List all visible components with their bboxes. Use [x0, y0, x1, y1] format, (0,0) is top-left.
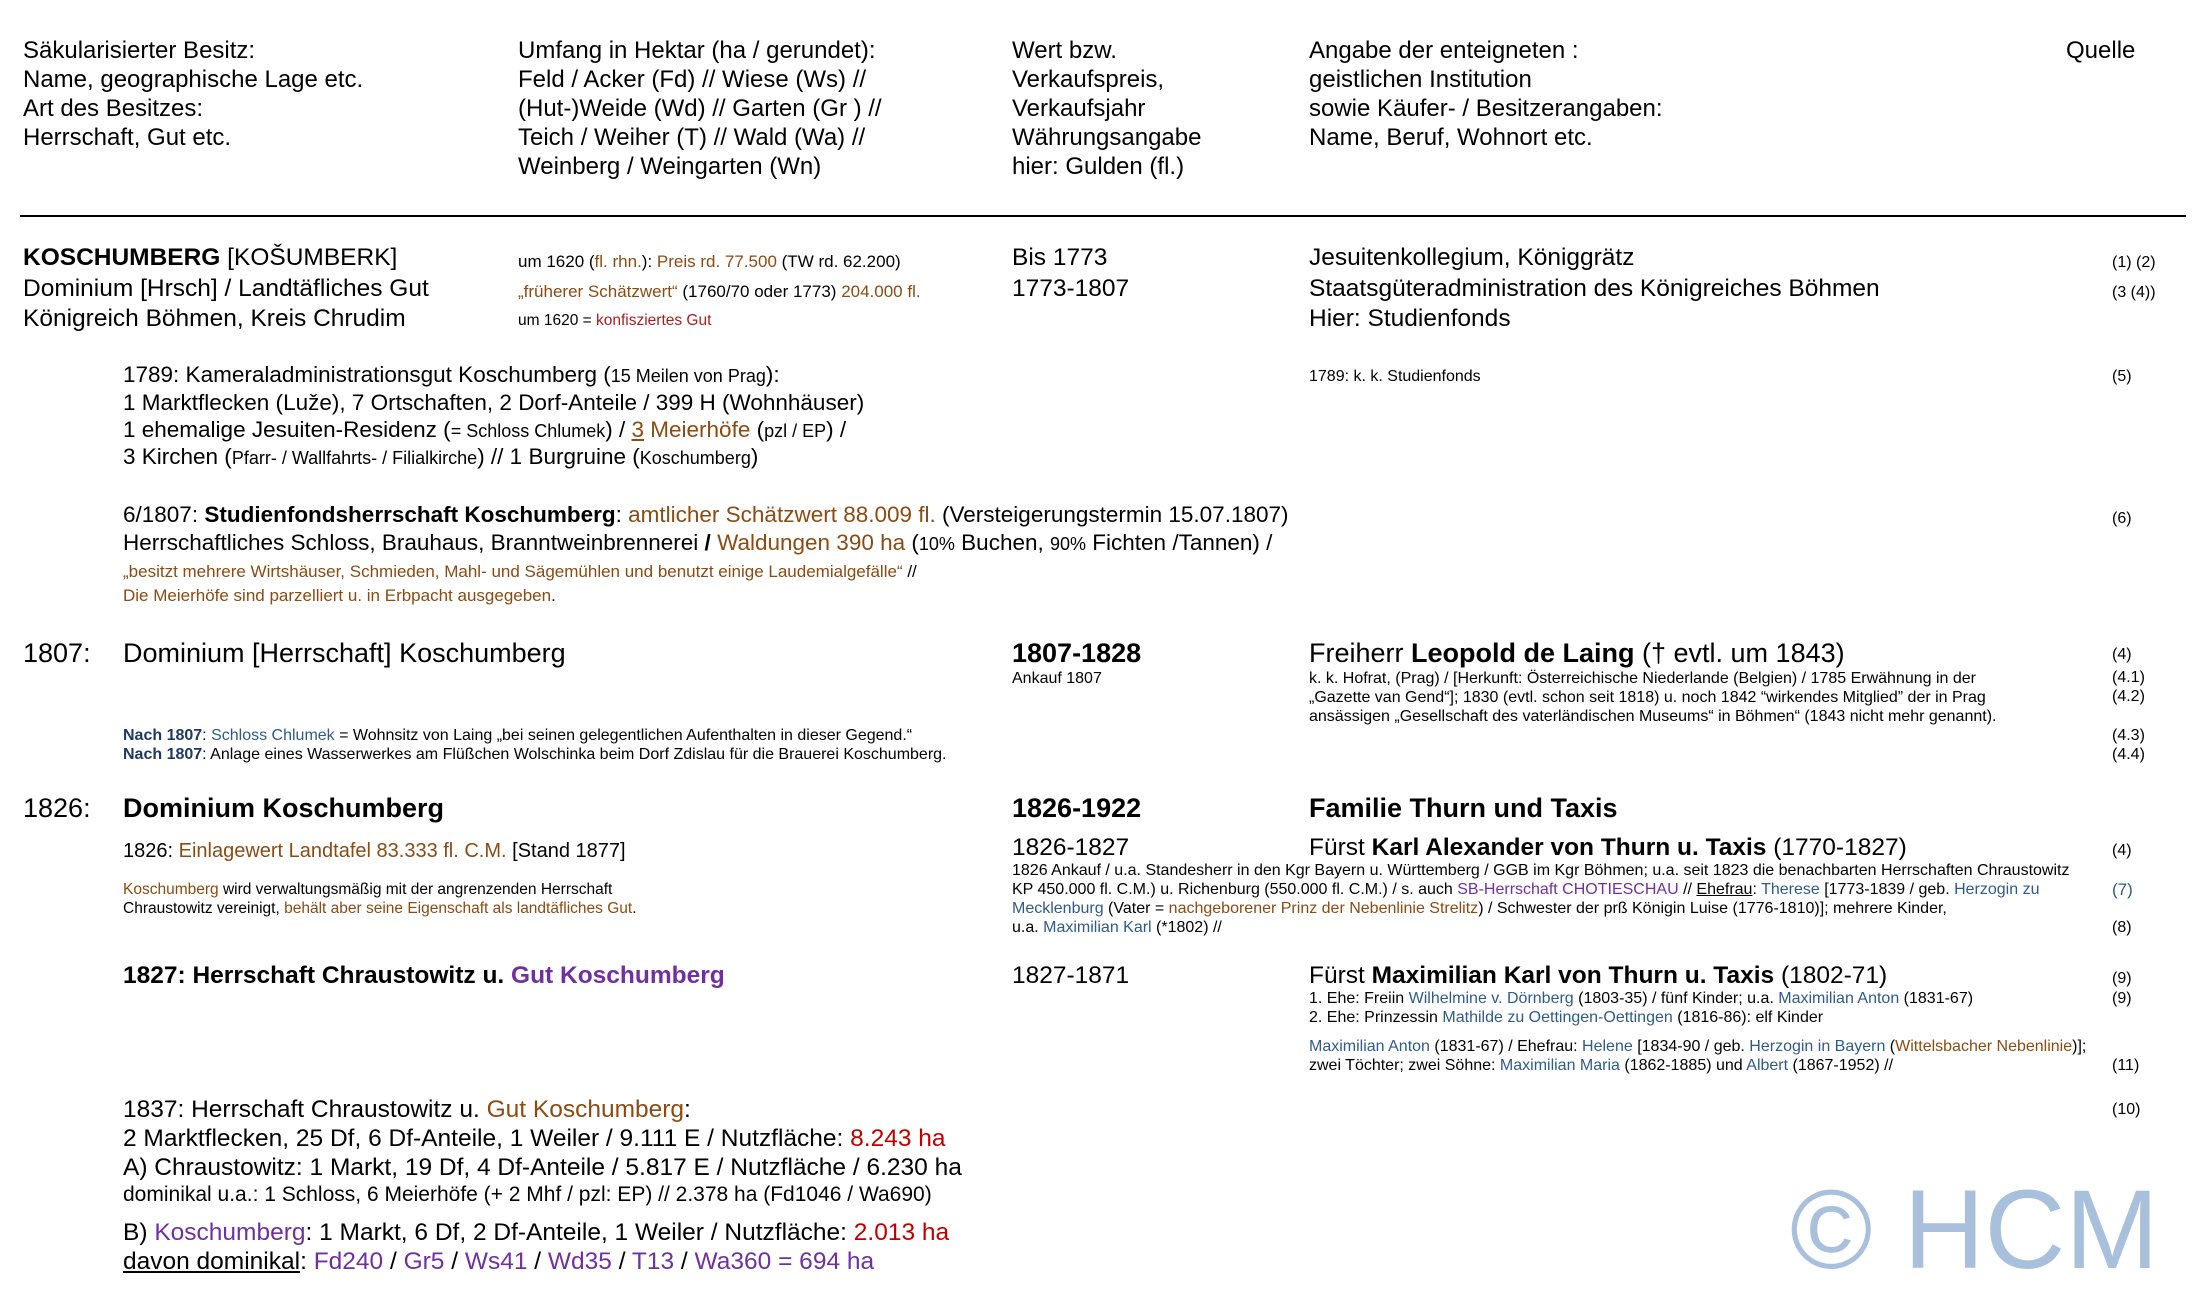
text: Nach 1807 — [123, 727, 203, 744]
text: Gr5 — [403, 1248, 445, 1275]
text: Maximilian Karl — [1043, 919, 1152, 936]
text: (*1802) // — [1151, 919, 1222, 936]
text: 1. Ehe: Freiin — [1309, 990, 1409, 1007]
text: ): — [765, 362, 780, 387]
text: 1789: Kameraladministrationsgut Koschumberg ( — [123, 362, 611, 387]
header-line: Säkularisierter Besitz: — [23, 37, 256, 64]
text: = Wohnsitz von Laing „bei seinen gelegentlichen Aufenthalten in dieser Gegend.“ — [334, 727, 913, 744]
text: Waldungen 390 ha — [710, 530, 906, 555]
text: 3 — [631, 417, 645, 442]
text: // — [902, 562, 917, 581]
text: nachgeborener Prinz der Nebenlinie Strelitz — [1168, 900, 1479, 917]
text: 1 ehemalige Jesuiten-Residenz ( — [123, 417, 451, 442]
text: Nach 1807 — [123, 746, 203, 763]
text: (1816-86): elf Kinder — [1672, 1009, 1824, 1026]
source-ref: (4.1) — [2112, 669, 2145, 686]
header-line: Teich / Weiher (T) // Wald (Wa) // — [518, 124, 866, 151]
text: / — [674, 1248, 695, 1275]
text: = Schloss Chlumek — [450, 421, 606, 441]
period: 1826-1922 — [1012, 793, 1142, 823]
text: wird verwaltungsmäßig mit der angrenzenden Herrschaft — [218, 881, 613, 898]
text: Fürst — [1309, 834, 1372, 861]
source-ref: (8) — [2112, 919, 2132, 936]
text: Maximilian Anton — [1778, 990, 1900, 1007]
text: Ws41 — [464, 1248, 528, 1275]
owner-detail: k. k. Hofrat, (Prag) / [Herkunft: Österreichische Niederlande (Belgien) / 1785 Erwähnung in der — [1309, 670, 1976, 687]
text: ) — [750, 444, 759, 469]
source-ref: (1) (2) — [2112, 254, 2156, 271]
header-line: Name, geographische Lage etc. — [23, 66, 364, 93]
source-ref: (4.4) — [2112, 746, 2145, 763]
text: / — [704, 530, 711, 555]
header-line: Wert bzw. — [1012, 37, 1117, 64]
header-line: Verkaufsjahr — [1012, 95, 1146, 122]
text: Wittelsbacher Nebenlinie — [1895, 1038, 2073, 1055]
source-ref: (3 (4)) — [2112, 284, 2156, 301]
text: 2 Marktflecken, 25 Df, 6 Df-Anteile, 1 Weiler / 9.111 E / Nutzfläche: — [123, 1125, 851, 1152]
text: Maximilian Anton — [1309, 1038, 1430, 1055]
entry-1837-line — [123, 1218, 949, 1247]
text: (1831-67) / Ehefrau: — [1429, 1038, 1583, 1055]
entry-title: Dominium Koschumberg — [123, 793, 445, 823]
owner-detail — [1012, 880, 2039, 900]
copyright-watermark: © HCM — [1790, 1167, 2159, 1292]
text: Freiherr — [1309, 638, 1412, 668]
owner-detail — [1309, 989, 1973, 1009]
owner — [1309, 637, 1845, 669]
source-ref: (10) — [2112, 1101, 2141, 1118]
text: / — [383, 1248, 404, 1275]
entry-year: 1807: — [23, 638, 91, 668]
header-line: Feld / Acker (Fd) // Wiese (Ws) // — [518, 66, 867, 93]
header-line: Verkaufspreis, — [1012, 66, 1165, 93]
text: 15 Meilen von Prag — [610, 366, 766, 386]
text: (Vater = — [1103, 900, 1169, 917]
header-divider — [20, 215, 2186, 217]
source-ref: (6) — [2112, 510, 2132, 527]
text: : Anlage eines Wasserwerkes am Flüßchen Wolschinka beim Dorf Zdislau für die Brauerei Koschumberg. — [202, 746, 947, 763]
owner: Staatsgüteradministration des Königreiches Böhmen — [1309, 275, 1880, 302]
entry-1807-line — [123, 561, 917, 582]
value-line — [518, 311, 711, 331]
property-name-cz: [KOŠUMBERK] — [220, 244, 398, 271]
source-ref: (7) — [2112, 880, 2133, 899]
text: Preis rd. 77.500 — [656, 252, 777, 271]
entry-1837-line: dominikal u.a.: 1 Schloss, 6 Meierhöfe (+ 2 Mhf / pzl: EP) // 2.378 ha (Fd1046 / Wa690) — [123, 1183, 932, 1206]
text: . — [551, 586, 556, 605]
text: (Versteigerungstermin 15.07.1807) — [935, 502, 1289, 527]
header-line: Name, Beruf, Wohnort etc. — [1309, 124, 1593, 151]
text: pzl / EP — [764, 421, 827, 441]
text: T13 — [631, 1248, 675, 1275]
entry-1789-line — [123, 443, 758, 473]
text: = 694 ha — [771, 1248, 875, 1275]
text: : — [684, 1096, 691, 1123]
header-line: geistlichen Institution — [1309, 66, 1532, 93]
source-ref: (4.3) — [2112, 727, 2145, 744]
text: 8.243 ha — [850, 1125, 946, 1152]
source-ref: (9) — [2112, 990, 2132, 1007]
text: Koschumberg — [639, 448, 751, 468]
text: († evtl. um 1843) — [1634, 638, 1845, 668]
text: Wilhelmine v. Dörnberg — [1408, 990, 1574, 1007]
entry-1837-line — [123, 1247, 874, 1276]
text: ) / — [826, 417, 847, 442]
text: 3 Kirchen ( — [123, 444, 232, 469]
text: Studienfondsherrschaft Koschumberg — [204, 502, 616, 527]
text: ), 7 Ortschaften, 2 Dorf-Anteile / 399 H ( — [331, 390, 730, 415]
owner-detail: 1826 Ankauf / u.a. Standesherr in den Kgr Bayern u. Württemberg / GGB im Kgr Böhmen; u.a. seit 1823 die benachbarten Herrschaften Chraustowitz — [1012, 862, 2070, 879]
header-line: sowie Käufer- / Besitzerangaben: — [1309, 95, 1663, 122]
entry-value — [123, 841, 626, 862]
text: [1773-1839 / geb. — [1819, 881, 1955, 898]
source-ref: (4) — [2112, 646, 2132, 663]
text: Chraustowitz vereinigt, — [123, 900, 285, 917]
text: Buchen, — [954, 530, 1050, 555]
period: Bis 1773 — [1012, 244, 1108, 271]
text: Maximilian Maria — [1499, 1057, 1620, 1074]
text: konfisziertes Gut — [595, 312, 712, 329]
text: 1 Marktflecken ( — [123, 390, 284, 415]
text: 90% — [1050, 534, 1087, 554]
text: ) // 1 Burgruine ( — [477, 444, 640, 469]
text: 10% — [918, 534, 955, 554]
text: : 1 Markt, 6 Df, 2 Df-Anteile, 1 Weiler / Nutzfläche: — [305, 1219, 854, 1246]
text: Luže — [283, 390, 332, 415]
text: „früherer Schätzwert“ — [518, 282, 678, 301]
property-type: Dominium [Hrsch] / Landtäfliches Gut — [23, 275, 429, 302]
owner — [1309, 961, 1887, 990]
text: (1770-1827) — [1766, 834, 1907, 861]
text: (1802-71) — [1774, 962, 1888, 989]
header-line: Herrschaft, Gut etc. — [23, 124, 232, 151]
text: 1826: — [123, 840, 179, 862]
source-ref: (9) — [2112, 970, 2132, 987]
text: Helene — [1582, 1038, 1633, 1055]
text: Karl Alexander von Thurn u. Taxis — [1371, 834, 1767, 861]
text: 204.000 fl. — [841, 282, 921, 301]
text: Leopold de Laing — [1411, 638, 1635, 668]
entry-1807-line — [123, 529, 1272, 559]
property-title — [23, 243, 397, 272]
header-line: Angabe der enteigneten : — [1309, 37, 1579, 64]
property-location: Königreich Böhmen, Kreis Chrudim — [23, 305, 406, 332]
text: Wa360 — [694, 1248, 772, 1275]
text: // — [1678, 881, 1697, 898]
text: Wohnhäuser — [729, 390, 857, 415]
entry-year: 1826: — [23, 793, 91, 823]
text: Meierhöfe — [644, 417, 751, 442]
entry-1837-line: A) Chraustowitz: 1 Markt, 19 Df, 4 Df-Anteile / 5.817 E / Nutzfläche / 6.230 ha — [123, 1154, 962, 1181]
owner-detail — [1309, 1037, 2086, 1057]
value-line — [518, 251, 901, 272]
text: fl. rhn. — [594, 252, 642, 271]
text: Herrschaftliches Schloss, Brauhaus, Branntweinbrennerei — [123, 530, 705, 555]
owner-detail — [1309, 1056, 1893, 1076]
text: Mecklenburg — [1012, 900, 1104, 917]
header-line: Weinberg / Weingarten (Wn) — [518, 153, 822, 180]
text: (1760/70 oder 1773) — [677, 282, 842, 301]
text: 2.013 ha — [853, 1219, 950, 1246]
header-col-institution — [1309, 36, 1663, 152]
text: Herzogin zu — [1954, 881, 2040, 898]
text: ) / — [605, 417, 632, 442]
text: Fichten /Tannen) / — [1086, 530, 1273, 555]
owner: Hier: Studienfonds — [1309, 305, 1511, 332]
header-line: Art des Besitzes: — [23, 95, 204, 122]
family-title: Familie Thurn und Taxis — [1309, 793, 1618, 823]
text: 6/1807: — [123, 502, 205, 527]
entry-1789-line — [123, 416, 846, 446]
entry-1789-line — [123, 361, 780, 391]
text: Fürst — [1309, 962, 1372, 989]
text: B) — [123, 1219, 155, 1246]
source-ref: (11) — [2112, 1057, 2140, 1074]
text: Einlagewert Landtafel 83.333 fl. C.M. — [178, 840, 507, 862]
owner-detail: „Gazette van Gend“]; 1830 (evtl. schon seit 1818) u. noch 1842 “wirkendes Mitglied” der in Prag — [1309, 689, 1986, 706]
text: SB-Herrschaft CHOTIESCHAU — [1457, 881, 1679, 898]
note-line — [123, 745, 947, 765]
text: amtlicher Schätzwert 88.009 fl. — [628, 502, 936, 527]
text: um 1620 ( — [518, 252, 595, 271]
text: Schloss Chlumek — [211, 727, 335, 744]
text: ): — [641, 252, 657, 271]
text: (1803-35) / fünf Kinder; u.a. — [1573, 990, 1779, 1007]
text: Herzogin in Bayern — [1749, 1038, 1886, 1055]
header-line: (Hut-)Weide (Wd) // Garten (Gr ) // — [518, 95, 882, 122]
owner-detail — [1012, 899, 1947, 919]
source-ref: (4.2) — [2112, 688, 2145, 705]
text: 2. Ehe: Prinzessin — [1309, 1009, 1443, 1026]
property-name: KOSCHUMBERG — [23, 244, 221, 271]
text: zwei Töchter; zwei Söhne: — [1309, 1057, 1500, 1074]
header-col-area — [518, 36, 882, 181]
text: Koschumberg — [123, 881, 219, 898]
text: um 1620 = — [518, 312, 596, 329]
header-line: Umfang in Hektar (ha / gerundet): — [518, 37, 876, 64]
period: 1827-1871 — [1012, 962, 1130, 989]
owner-detail — [1012, 918, 1222, 938]
owner-detail — [1309, 1008, 1823, 1028]
note-line — [123, 726, 912, 746]
text: Pfarr- / Wallfahrts- / Filialkirche — [231, 448, 478, 468]
text: Wd35 — [547, 1248, 612, 1275]
entry-title: Dominium [Herrschaft] Koschumberg — [123, 638, 566, 668]
owner-detail: ansässigen „Gesellschaft des vaterländischen Museums“ in Böhmen“ (1843 nicht mehr genannt). — [1309, 708, 1997, 725]
text: / — [527, 1248, 548, 1275]
note-line — [123, 899, 637, 919]
text: Fd240 — [313, 1248, 384, 1275]
text: / — [611, 1248, 632, 1275]
text: )]; — [2072, 1038, 2087, 1055]
text: ) — [856, 390, 865, 415]
entry-1837-line — [123, 1124, 946, 1153]
text: 1837: Herrschaft Chraustowitz u. — [123, 1096, 487, 1123]
period: 1773-1807 — [1012, 275, 1130, 302]
entry-1807-line — [123, 501, 1289, 530]
text: (TW rd. 62.200) — [776, 252, 901, 271]
owner: Jesuitenkollegium, Königgrätz — [1309, 244, 1635, 271]
entry-1807-line — [123, 585, 556, 606]
text: ( — [1885, 1038, 1896, 1055]
text: davon dominikal — [123, 1248, 301, 1275]
text: : — [1752, 881, 1762, 898]
text: 1827 — [123, 962, 178, 989]
period: 1807-1828 — [1012, 638, 1142, 668]
header-col-source: Quelle — [2066, 37, 2136, 64]
text: Ehefrau — [1696, 881, 1753, 898]
period-note: Ankauf 1807 — [1012, 670, 1102, 687]
text: (1831-67) — [1899, 990, 1974, 1007]
text: ( — [750, 417, 765, 442]
text: : — [202, 727, 212, 744]
text: : Herrschaft Chraustowitz u. — [177, 962, 512, 989]
text: (1867-1952) // — [1788, 1057, 1894, 1074]
text: : — [300, 1248, 314, 1275]
text: Albert — [1746, 1057, 1789, 1074]
text: Die Meierhöfe sind parzelliert u. in Erbpacht ausgegeben — [123, 586, 552, 605]
text: ) / Schwester der prß Königin Luise (1776-1810)]; mehrere Kinder, — [1478, 900, 1947, 917]
text: Gut Koschumberg — [511, 962, 725, 989]
entry-title — [123, 961, 725, 990]
text: / — [444, 1248, 465, 1275]
note-line — [123, 880, 612, 900]
entry-1837-line — [123, 1095, 691, 1124]
text: Gut Koschumberg — [486, 1096, 685, 1123]
entry-1789-line — [123, 389, 864, 418]
text: Maximilian Karl von Thurn u. Taxis — [1371, 962, 1775, 989]
text: „besitzt mehrere Wirtshäuser, Schmieden, Mahl- und Sägemühlen und benutzt einige Laudemialgefälle“ — [123, 562, 903, 581]
text: KP 450.000 fl. C.M.) u. Richenburg (550.000 fl. C.M.) / s. auch — [1012, 881, 1458, 898]
text: u.a. — [1012, 919, 1044, 936]
source-ref: (4) — [2112, 842, 2132, 859]
text: [Stand 1877] — [506, 840, 626, 862]
value-line — [518, 281, 921, 302]
owner: 1789: k. k. Studienfonds — [1309, 368, 1481, 385]
text: Mathilde zu Oettingen-Oettingen — [1442, 1009, 1673, 1026]
text: Therese — [1761, 881, 1820, 898]
period: 1826-1827 — [1012, 834, 1130, 861]
header-line: Währungsangabe — [1012, 124, 1202, 151]
text: Koschumberg — [154, 1219, 306, 1246]
header-col-property — [23, 36, 363, 152]
text: behält aber seine Eigenschaft als landtäfliches Gut — [284, 900, 633, 917]
text: : — [615, 502, 629, 527]
text: ( — [905, 530, 919, 555]
header-line: hier: Gulden (fl.) — [1012, 153, 1185, 180]
source-ref: (5) — [2112, 368, 2132, 385]
owner — [1309, 833, 1907, 862]
text: (1862-1885) und — [1619, 1057, 1747, 1074]
text: [1834-90 / geb. — [1632, 1038, 1750, 1055]
header-col-value — [1012, 36, 1201, 181]
text: . — [632, 900, 637, 917]
